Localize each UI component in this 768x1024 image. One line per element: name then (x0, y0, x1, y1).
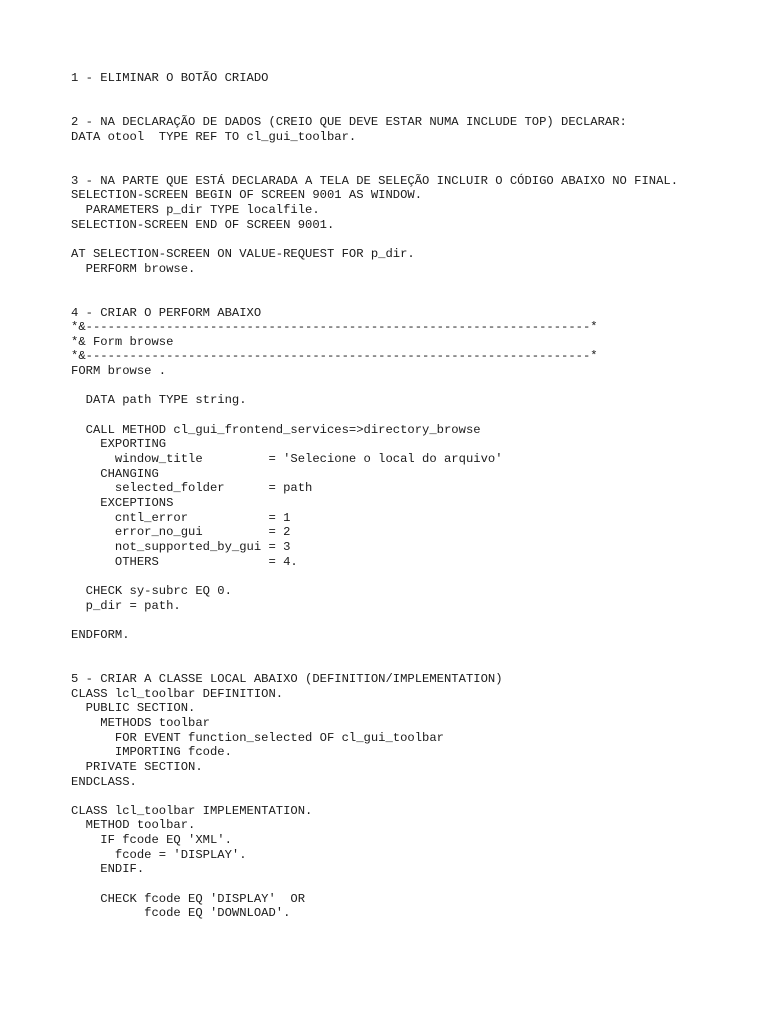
text-line: SELECTION-SCREEN BEGIN OF SCREEN 9001 AS WINDOW. (71, 188, 423, 203)
text-line (71, 276, 678, 291)
text-line: CLASS lcl_toolbar IMPLEMENTATION. (71, 803, 313, 818)
text-line: cntl_error = 1 (71, 510, 291, 525)
text-line: fcode EQ 'DOWNLOAD'. (71, 906, 291, 921)
text-line: 3 - NA PARTE QUE ESTÁ DECLARADA A TELA DE SELEÇÃO INCLUIR O CÓDIGO ABAIXO NO FINAL. (71, 173, 679, 188)
text-line (71, 613, 678, 628)
text-line (71, 657, 678, 672)
text-line: 2 - NA DECLARAÇÃO DE DADOS (CREIO QUE DEVE ESTAR NUMA INCLUDE TOP) DECLARAR: (71, 114, 627, 129)
text-line: *& Form browse (71, 334, 174, 349)
text-line: 1 - ELIMINAR O BOTÃO CRIADO (71, 71, 269, 85)
text-line: SELECTION-SCREEN END OF SCREEN 9001. (71, 217, 335, 232)
text-line: error_no_gui = 2 (71, 525, 291, 540)
text-line: ENDCLASS. (71, 774, 137, 789)
text-line (71, 100, 678, 115)
code-text-block (71, 71, 678, 921)
text-line (71, 159, 678, 174)
text-line (71, 877, 678, 892)
text-line: CHANGING (71, 466, 159, 481)
text-line: *&---------------------------------------------------------------------* (71, 349, 598, 364)
text-line: selected_folder = path (71, 481, 313, 496)
text-line: EXCEPTIONS (71, 496, 174, 511)
text-line: PERFORM browse. (71, 261, 196, 276)
text-line: IF fcode EQ 'XML'. (71, 833, 232, 848)
text-line: AT SELECTION-SCREEN ON VALUE-REQUEST FOR p_dir. (71, 246, 415, 261)
text-line: DATA otool TYPE REF TO cl_gui_toolbar. (71, 129, 357, 144)
text-line: CHECK sy-subrc EQ 0. (71, 583, 232, 598)
text-line: METHOD toolbar. (71, 818, 196, 833)
text-line: METHODS toolbar (71, 715, 210, 730)
text-line (71, 408, 678, 423)
text-line: EXPORTING (71, 437, 167, 452)
text-line: 4 - CRIAR O PERFORM ABAIXO (71, 305, 262, 320)
text-line: DATA path TYPE string. (71, 393, 247, 408)
text-line (71, 232, 678, 247)
text-line: PRIVATE SECTION. (71, 759, 203, 774)
text-line: FORM browse . (71, 364, 167, 379)
text-line (71, 86, 678, 101)
text-line (71, 291, 678, 306)
text-line: IMPORTING fcode. (71, 745, 232, 760)
text-line: CHECK fcode EQ 'DISPLAY' OR (71, 891, 306, 906)
text-line: ENDFORM. (71, 627, 130, 642)
text-line: not_supported_by_gui = 3 (71, 540, 291, 554)
text-line: CLASS lcl_toolbar DEFINITION. (71, 686, 284, 701)
text-line: fcode = 'DISPLAY'. (71, 847, 247, 862)
text-line: window_title = 'Selecione o local do arquivo' (71, 452, 503, 467)
text-line: 5 - CRIAR A CLASSE LOCAL ABAIXO (DEFINITION/IMPLEMENTATION) (71, 671, 503, 686)
text-line (71, 379, 678, 394)
text-line (71, 643, 678, 658)
text-line (71, 789, 678, 804)
text-line: FOR EVENT function_selected OF cl_gui_toolbar (71, 730, 444, 745)
text-line: OTHERS = 4. (71, 554, 298, 569)
text-line: *&---------------------------------------------------------------------* (71, 320, 598, 335)
text-line: CALL METHOD cl_gui_frontend_services=>directory_browse (71, 422, 481, 437)
text-line (71, 569, 678, 584)
text-line (71, 144, 678, 159)
text-line: PUBLIC SECTION. (71, 701, 196, 716)
text-line: p_dir = path. (71, 598, 181, 613)
text-line: PARAMETERS p_dir TYPE localfile. (71, 202, 320, 217)
text-line: ENDIF. (71, 862, 145, 877)
